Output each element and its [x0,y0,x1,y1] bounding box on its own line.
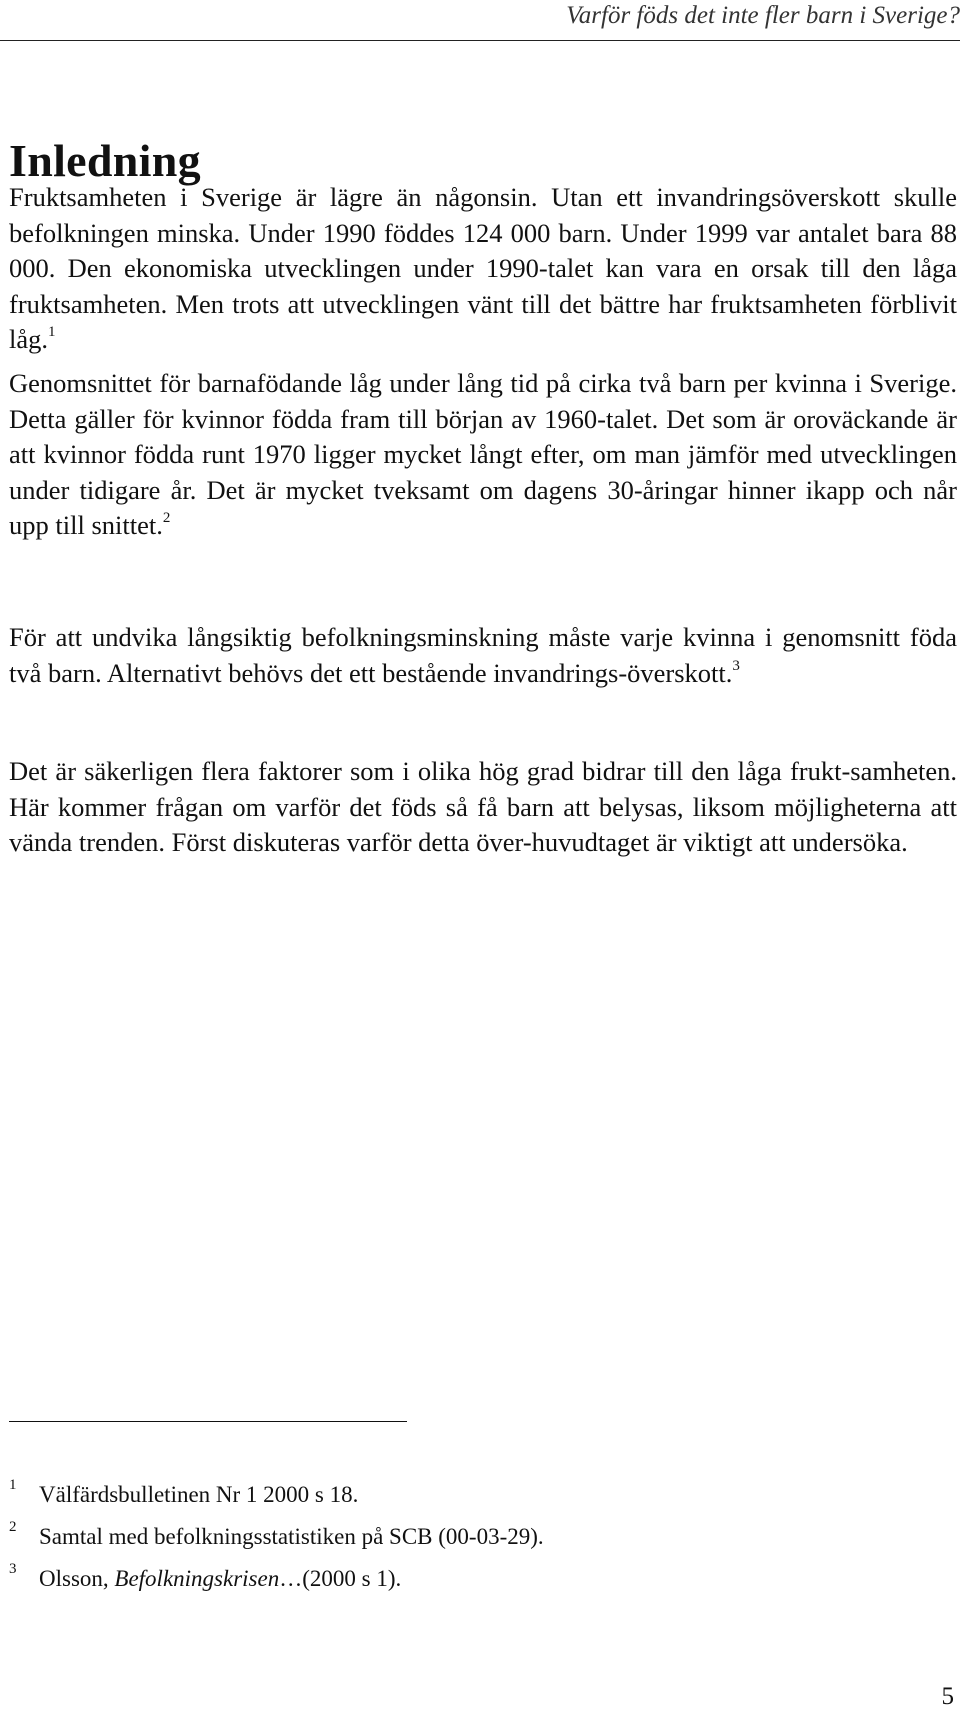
paragraph-4 [9,754,957,861]
section-heading: Inledning [9,135,201,186]
footnote-text [39,1480,358,1510]
paragraph-text: Det är säkerligen flera faktorer som i olika hög grad bidrar till den låga frukt-samheten. Här kommer frågan om varför det föds så få barn att belysas, liksom möjligheterna att vända trenden. Först diskuteras varför detta över-huvudtaget är viktigt att undersöka. [9,756,957,857]
paragraph-text: Genomsnittet för barnafödande låg under lång tid på cirka två barn per kvinna i Sverige. Detta gäller för kvinnor födda fram till början av 1960-talet. Det som är oroväckande är att kvinnor födda runt 1970 ligger mycket långt efter, om man jämför med utvecklingen under tidigare år. Det är mycket tveksamt om dagens 30-åringar hinner ikapp och når upp till snittet. [9,368,957,540]
footnote-text-part: Samtal med befolkningsstatistiken på SCB (00-03-29). [39,1524,544,1549]
footnote-number: 2 [9,1519,17,1535]
footnote-ref: 1 [48,324,56,340]
footnote-text [39,1564,401,1594]
footnote-ref: 3 [732,657,740,674]
paragraph-text: För att undvika långsiktig befolkningsminskning måste varje kvinna i genomsnitt föda två barn. Alternativt behövs det ett bestående invandrings-överskott. [9,622,957,688]
footnote-text-part: Välfärdsbulletinen Nr 1 2000 s 18. [39,1482,359,1507]
footnote-number: 3 [9,1561,17,1577]
footnote-author: Olsson, [39,1566,115,1591]
footnote-separator [9,1421,407,1422]
paragraph-3 [9,620,957,691]
paragraph-text: Fruktsamheten i Sverige är lägre än någonsin. Utan ett invandringsöverskott skulle befolkningen minska. Under 1990 föddes 124 000 barn. Under 1999 var antalet bara 88 000. Den ekonomiska utvecklingen under 1990-talet kan vara en orsak till den låga fruktsamheten. Men trots att utvecklingen vänt till det bättre har fruktsamheten förblivit låg. [9,182,957,354]
running-title: Varför föds det inte fler barn i Sverige? [566,2,960,29]
page-number: 5 [941,1683,954,1710]
running-header [0,0,960,41]
footnote-work-title: Befolkningskrisen [114,1566,280,1591]
paragraph-2 [9,366,957,544]
footnote-number: 1 [9,1477,17,1493]
paragraph-1 [9,180,957,358]
footnote-text [39,1522,544,1552]
footnote-citation: …(2000 s 1). [279,1566,402,1591]
footnote-ref: 2 [162,510,171,526]
